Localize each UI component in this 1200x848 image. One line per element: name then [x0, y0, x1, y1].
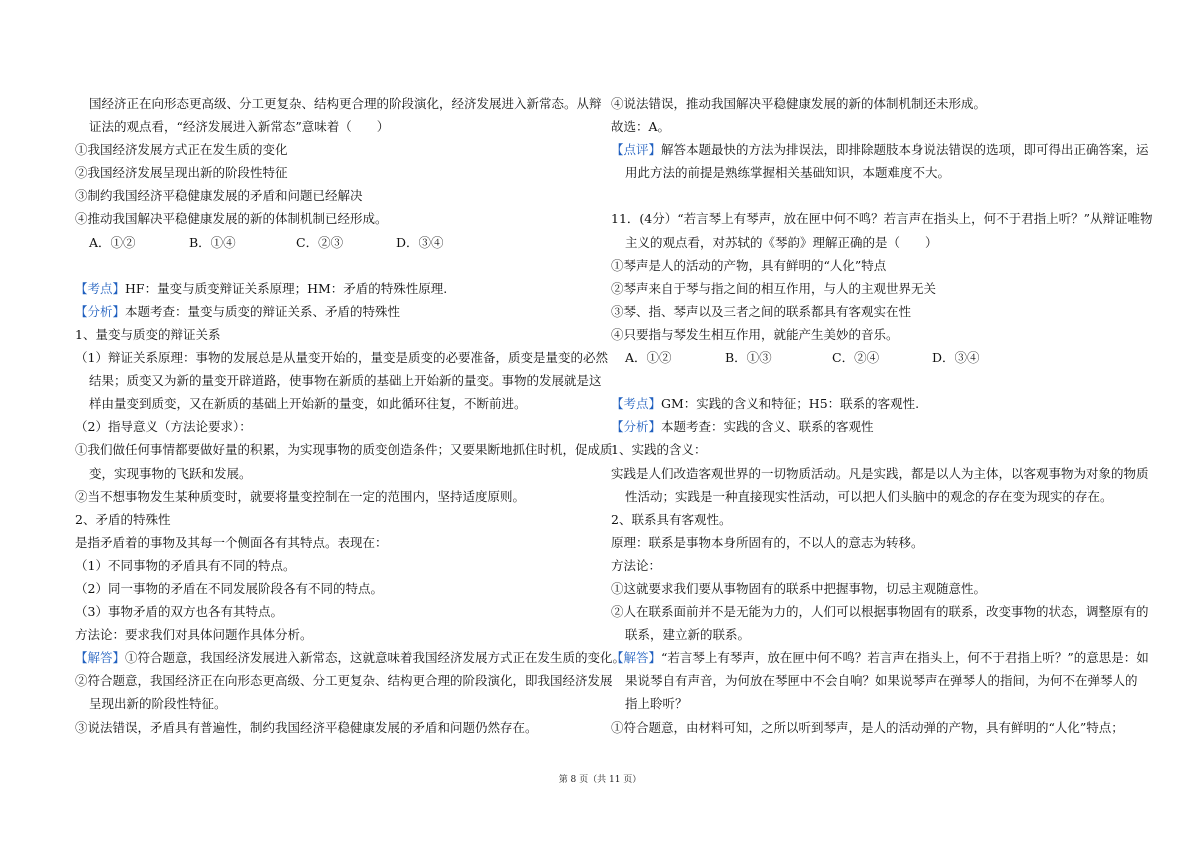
analysis-line: 样由量变到质变，又在新质的基础上开始新的量变，如此循环往复，不断前进。	[89, 396, 527, 412]
analysis-line: 变，实现事物的飞跃和发展。	[89, 465, 252, 481]
analysis-line: 2、矛盾的特殊性	[75, 511, 171, 527]
analysis-line: 原理：联系是事物本身所固有的，不以人的意志为转移。	[611, 534, 924, 550]
answer-line: ①符合题意，由材料可知，之所以听到琴声，是人的活动弹的产物，具有鲜明的“人化”特点；	[611, 719, 1124, 735]
choice-c: C．②④	[832, 350, 880, 366]
choice-c: C．②③	[296, 234, 344, 250]
analysis-line: 结果；质变又为新的量变开辟道路，使事物在新质的基础上开始新的量变。事物的发展就是这	[89, 373, 602, 389]
page-number-footer: 第 8 页（共 11 页）	[558, 775, 642, 785]
choice-b: B．①④	[189, 234, 236, 250]
fenxi-text: 本题考查：实践的含义、联系的客观性	[661, 419, 874, 435]
analysis-line: （2）指导意义（方法论要求）：	[75, 419, 252, 435]
jieda-line	[611, 646, 1149, 669]
jieda-text: “若言琴上有琴声，放在匣中何不鸣？若言声在指头上，何不于君指上听？”的意思是：如	[661, 650, 1149, 666]
question-statement: ②我国经济发展呈现出新的阶段性特征	[75, 165, 288, 181]
spacer	[611, 369, 1131, 392]
analysis-line: 2、联系具有客观性。	[611, 511, 732, 527]
answer-choices	[75, 231, 595, 254]
answer-line: ④说法错误，推动我国解决平稳健康发展的新的体制机制还未形成。	[611, 96, 987, 111]
question-statement: ③琴、指、琴声以及三者之间的联系都具有客观实在性	[611, 303, 912, 319]
spacer	[75, 254, 595, 277]
analysis-line: 实践是人们改造客观世界的一切物质活动。凡是实践，都是以人为主体，以客观事物为对象的物质	[611, 465, 1149, 481]
spacer	[611, 184, 1131, 207]
choice-a: A．①②	[89, 234, 136, 250]
question-text: 国经济正在向形态更高级、分工更复杂、结构更合理的阶段演化，经济发展进入新常态。从辩	[89, 96, 602, 111]
comment-line: 用此方法的前提是熟练掌握相关基础知识，本题难度不大。	[625, 165, 951, 181]
answer-line: 果说琴自有声音，为何放在琴匣中不会自响？如果说琴声在弹琴人的指间，为何不在弹琴人的	[625, 673, 1138, 689]
answer-choices	[611, 346, 1131, 369]
analysis-line: （3）事物矛盾的双方也各有其特点。	[75, 604, 283, 620]
answer-line: ②符合题意，我国经济正在向形态更高级、分工更复杂、结构更合理的阶段演化，即我国经济发展	[75, 673, 613, 689]
answer-line: 指上聆听？	[625, 696, 688, 712]
analysis-line: 1、量变与质变的辩证关系	[75, 326, 221, 342]
choice-d: D．③④	[396, 234, 444, 250]
answer-selection: 故选：A。	[611, 119, 671, 135]
analysis-line: ②当不想事物发生某种质变时，就要将量变控制在一定的范围内，坚持适度原则。	[75, 488, 526, 504]
fenxi-line	[75, 300, 595, 323]
question-text: 证法的观点看，“经济发展进入新常态”意味着（ ）	[89, 119, 390, 135]
dianping-tag: 【点评】	[611, 142, 662, 158]
analysis-line: 是指矛盾着的事物及其每一个侧面各有其特点。表现在：	[75, 534, 388, 550]
analysis-line: ①我们做任何事情都要做好量的积累，为实现事物的质变创造条件；又要果断地抓住时机，促成质	[75, 442, 613, 458]
kaodian-tag: 【考点】	[611, 396, 662, 412]
right-column	[611, 92, 1153, 739]
question-11-text: 11．(4分）“若言琴上有琴声，放在匣中何不鸣？若言声在指头上，何不于君指上听？”从辩证唯物	[611, 211, 1153, 227]
choice-a: A．①②	[625, 350, 672, 366]
fenxi-tag: 【分析】	[75, 303, 126, 319]
question-statement: ①琴声是人的活动的产物，具有鲜明的“人化”特点	[611, 257, 887, 273]
jieda-tag: 【解答】	[75, 650, 126, 666]
analysis-line: （1）辩证关系原理：事物的发展总是从量变开始的，量变是质变的必要准备，质变是量变的必然	[75, 350, 608, 366]
kaodian-line	[611, 392, 1131, 415]
analysis-line: ①这就要求我们要从事物固有的联系中把握事物，切忌主观随意性。	[611, 580, 987, 596]
question-statement: ①我国经济发展方式正在发生质的变化	[75, 142, 288, 158]
choice-b: B．①③	[725, 350, 772, 366]
analysis-line: 性活动；实践是一种直接现实性活动，可以把人们头脑中的观念的存在变为现实的存在。	[625, 488, 1113, 504]
analysis-line: （2）同一事物的矛盾在不同发展阶段各有不同的特点。	[75, 580, 383, 596]
question-statement: ④只要指与琴发生相互作用，就能产生美妙的音乐。	[611, 326, 899, 342]
kaodian-line	[75, 277, 595, 300]
dianping-line	[611, 138, 1149, 161]
question-statement: ③制约我国经济平稳健康发展的矛盾和问题已经解决	[75, 188, 363, 204]
question-statement: ②琴声来自于琴与指之间的相互作用，与人的主观世界无关	[611, 280, 937, 296]
question-11-text: 主义的观点看，对苏轼的《琴韵》理解正确的是（ ）	[625, 234, 938, 250]
jieda-line	[75, 646, 626, 669]
jieda-tag: 【解答】	[611, 650, 662, 666]
answer-line: 呈现出新的阶段性特征。	[89, 696, 227, 712]
fenxi-line	[611, 415, 1131, 438]
choice-d: D．③④	[932, 350, 980, 366]
analysis-line: 方法论：要求我们对具体问题作具体分析。	[75, 627, 313, 643]
analysis-line: 方法论：	[611, 557, 662, 573]
question-statement: ④推动我国解决平稳健康发展的新的体制机制已经形成。	[75, 211, 388, 227]
kaodian-tag: 【考点】	[75, 280, 126, 296]
kaodian-text: GM：实践的含义和特征；H5：联系的客观性.	[661, 396, 920, 412]
left-column	[75, 92, 626, 739]
analysis-line: 1、实践的含义：	[611, 442, 707, 458]
analysis-line: ②人在联系面前并不是无能为力的，人们可以根据事物固有的联系，改变事物的状态，调整原有的	[611, 604, 1149, 620]
fenxi-text: 本题考查：量变与质变的辩证关系、矛盾的特殊性	[125, 303, 401, 319]
fenxi-tag: 【分析】	[611, 419, 662, 435]
kaodian-text: HF：量变与质变辩证关系原理；HM：矛盾的特殊性原理.	[125, 280, 448, 296]
analysis-line: （1）不同事物的矛盾具有不同的特点。	[75, 557, 296, 573]
answer-line: ③说法错误，矛盾具有普遍性，制约我国经济平稳健康发展的矛盾和问题仍然存在。	[75, 719, 538, 735]
dianping-text: 解答本题最快的方法为排误法，即排除题肢本身说法错误的选项，即可得出正确答案，运	[661, 142, 1149, 158]
analysis-line: 联系，建立新的联系。	[625, 627, 751, 643]
jieda-text: ①符合题意，我国经济发展进入新常态，这就意味着我国经济发展方式正在发生质的变化。	[125, 650, 626, 666]
